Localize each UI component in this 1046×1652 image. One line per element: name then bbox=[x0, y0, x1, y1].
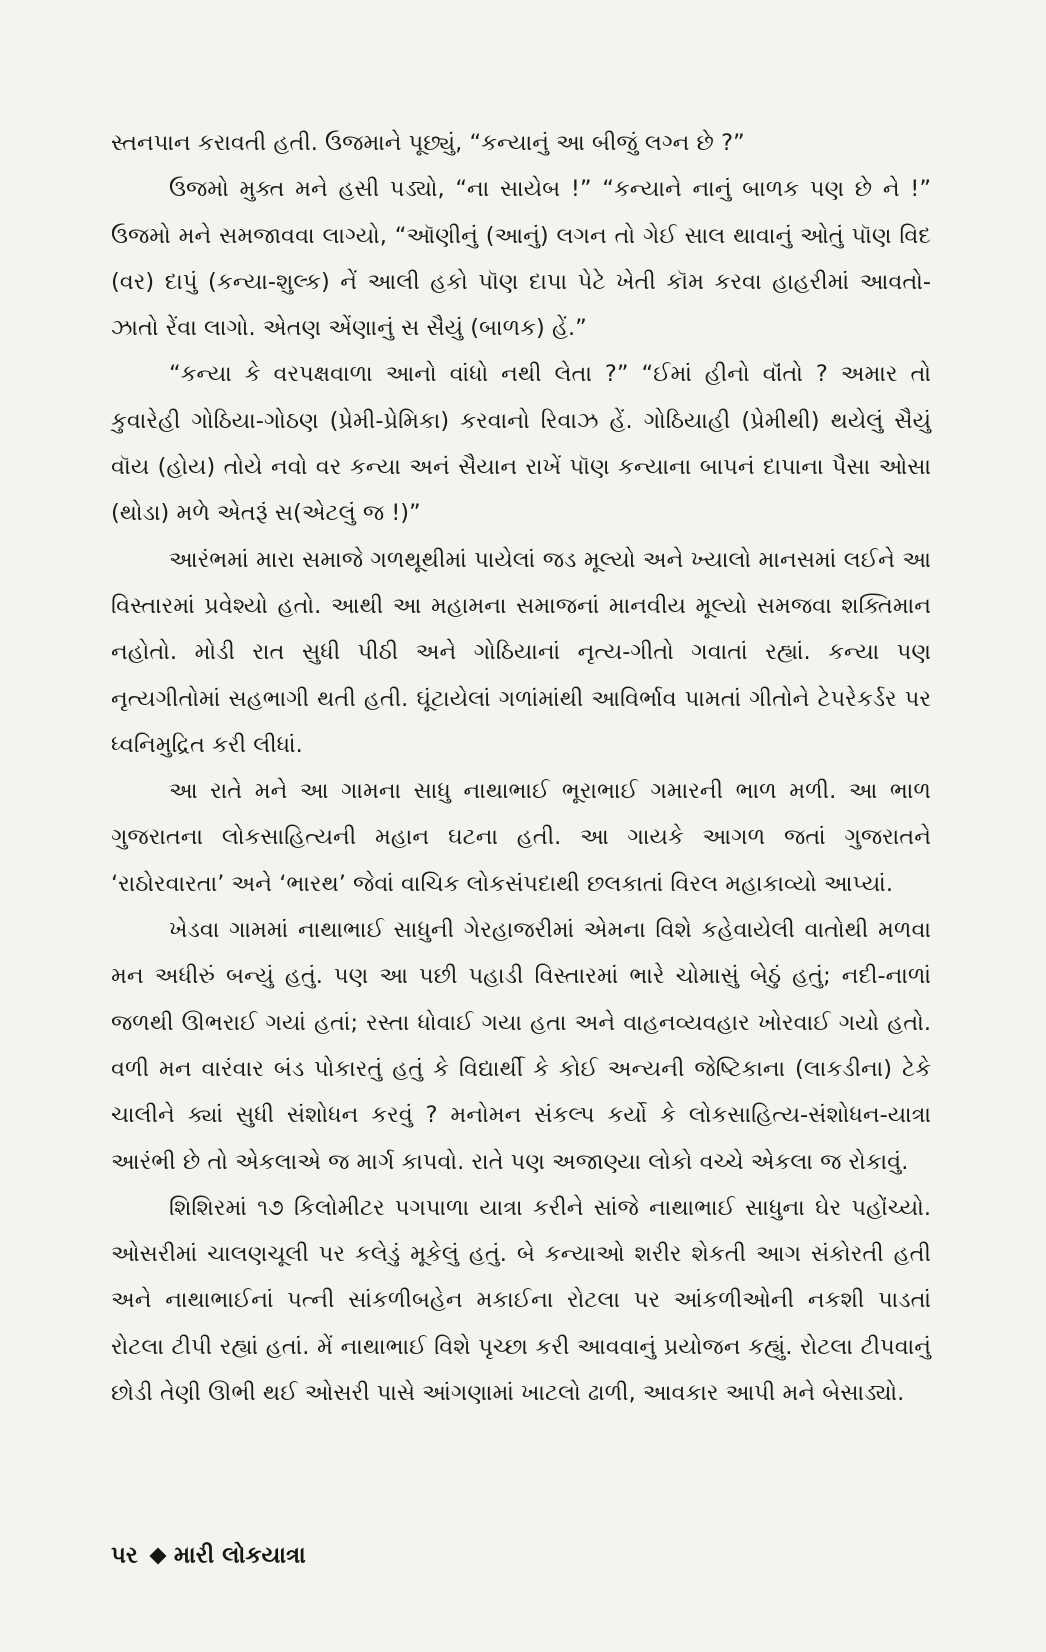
paragraph: ખેડવા ગામમાં નાથાભાઈ સાધુની ગેરહાજરીમાં એમના વિશે કહેવાયેલી વાતોથી મળવા મન અધીરું બન્યું હતું. પણ આ પછી પહાડી વિસ્તારમાં ભારે ચોમાસું બેઠું હતું; નદી-નાળાં જળથી ઊભરાઈ ગયાં હતાં; રસ્તા ધોવાઈ ગયા હતા અને વાહનવ્યવહાર ખોરવાઈ ગયો હતો. વળી મન વારંવાર બંડ પોકારતું હતું કે વિદ્યાર્થી કે કોઈ અન્યની જેષ્ટિકાના (લાકડીના) ટેકે ચાલીને ક્યાં સુધી સંશોધન કરવું ? મનોમન સંકલ્પ કર્યો કે લોકસાહિત્ય-સંશોધન-યાત્રા આરંભી છે તો એકલાએ જ માર્ગ કાપવો. રાતે પણ અજાણ્યા લોકો વચ્ચે એકલા જ રોકાવું. bbox=[111, 917, 931, 1175]
paragraph: આરંભમાં મારા સમાજે ગળથૂથીમાં પાયેલાં જડ મૂલ્યો અને ખ્યાલો માનસમાં લઈને આ વિસ્તારમાં પ્રવેશ્યો હતો. આથી આ મહામના સમાજનાં માનવીય મૂલ્યો સમજવા શક્તિમાન નહોતો. મોડી રાત સુધી પીઠી અને ગોઠિયાનાં નૃત્ય-ગીતો ગવાતાં રહ્યાં. કન્યા પણ નૃત્યગીતોમાં સહભાગી થતી હતી. ઘૂંટાયેલાં ગળાંમાંથી આવિર્ભાવ પામતાં ગીતોને ટેપરેકર્ડર પર ધ્વનિમુદ્રિત કરી લીધાં. bbox=[111, 546, 932, 758]
paragraph: આ રાતે મને આ ગામના સાધુ નાથાભાઈ ભૂરાભાઈ ગમારની ભાળ મળી. આ ભાળ ગુજરાતના લોકસાહિત્યની મહાન ઘટના હતી. આ ગાયકે આગળ જતાં ગુજરાતને ‘રાઠોરવારતા’ અને ‘ભારથ’ જેવાં વાચિક લોકસંપદાથી છલકાતાં વિરલ મહાકાવ્યો આપ્યાં. bbox=[111, 778, 931, 897]
page-footer bbox=[111, 1542, 306, 1569]
book-title: મારી લોકયાત્રા bbox=[173, 1542, 306, 1569]
paragraph: ઉજમો મુક્ત મને હસી પડ્યો, “ના સાયેબ !” “કન્યાને નાનું બાળક પણ છે ને !” ઉજમો મને સમજાવવા લાગ્યો, “ઑણીનું (આનું) લગન તો ગેઈ સાલ થાવાનું ઓતું પૉણ વિદ (વર) દાપું (કન્યા-શુલ્ક) નેં આલી હકો પૉણ દાપા પેટે ખેતી કૉમ કરવા હાહરીમાં આવતો-ઝાતો રેંવા લાગો. એતણ એંણાનું સ સૈયું (બાળક) હેં.” bbox=[111, 176, 931, 342]
diamond-bullet-icon bbox=[149, 1547, 166, 1564]
body-text bbox=[111, 120, 931, 1416]
paragraph: સ્તનપાન કરાવતી હતી. ઉજમાને પૂછ્યું, “કન્યાનું આ બીજું લગ્ન છે ?” bbox=[111, 130, 745, 156]
paragraph: શિશિરમાં ૧૭ કિલોમીટર પગપાળા યાત્રા કરીને સાંજે નાથાભાઈ સાધુના ઘેર પહોંચ્યો. ઓસરીમાં ચાલણચૂલી પર કલેડું મૂકેલું હતું. બે કન્યાઓ શરીર શેકતી આગ સંકોરતી હતી અને નાથાભાઈનાં પત્ની સાંકળીબહેન મકાઈના રોટલા પર આંકળીઓની નકશી પાડતાં રોટલા ટીપી રહ્યાં હતાં. મેં નાથાભાઈ વિશે પૃચ્છા કરી આવવાનું પ્રયોજન કહ્યું. રોટલા ટીપવાનું છોડી તેણી ઊભી થઈ ઓસરી પાસે આંગણામાં ખાટલો ઢાળી, આવકાર આપી મને બેસાડ્યો. bbox=[111, 1194, 931, 1407]
paragraph: “કન્યા કે વરપક્ષવાળા આનો વાંધો નથી લેતા ?” “ઈમાં હીનો વૉંતો ? અમાર તો કુવારેહી ગોઠિયા-ગોઠણ (પ્રેમી-પ્રેમિકા) કરવાનો રિવાઝ હેં. ગોઠિયાહી (પ્રેમીથી) થયેલું સૈયું વૉય (હોય) તોયે નવો વર કન્યા અનં સૈયાન રાખેં પૉણ કન્યાના બાપનં દાપાના પૈસા ઓસા (થોડા) મળે એતરૂં સ(એટલું જ !)” bbox=[111, 361, 931, 527]
page-number: પર bbox=[111, 1542, 138, 1569]
